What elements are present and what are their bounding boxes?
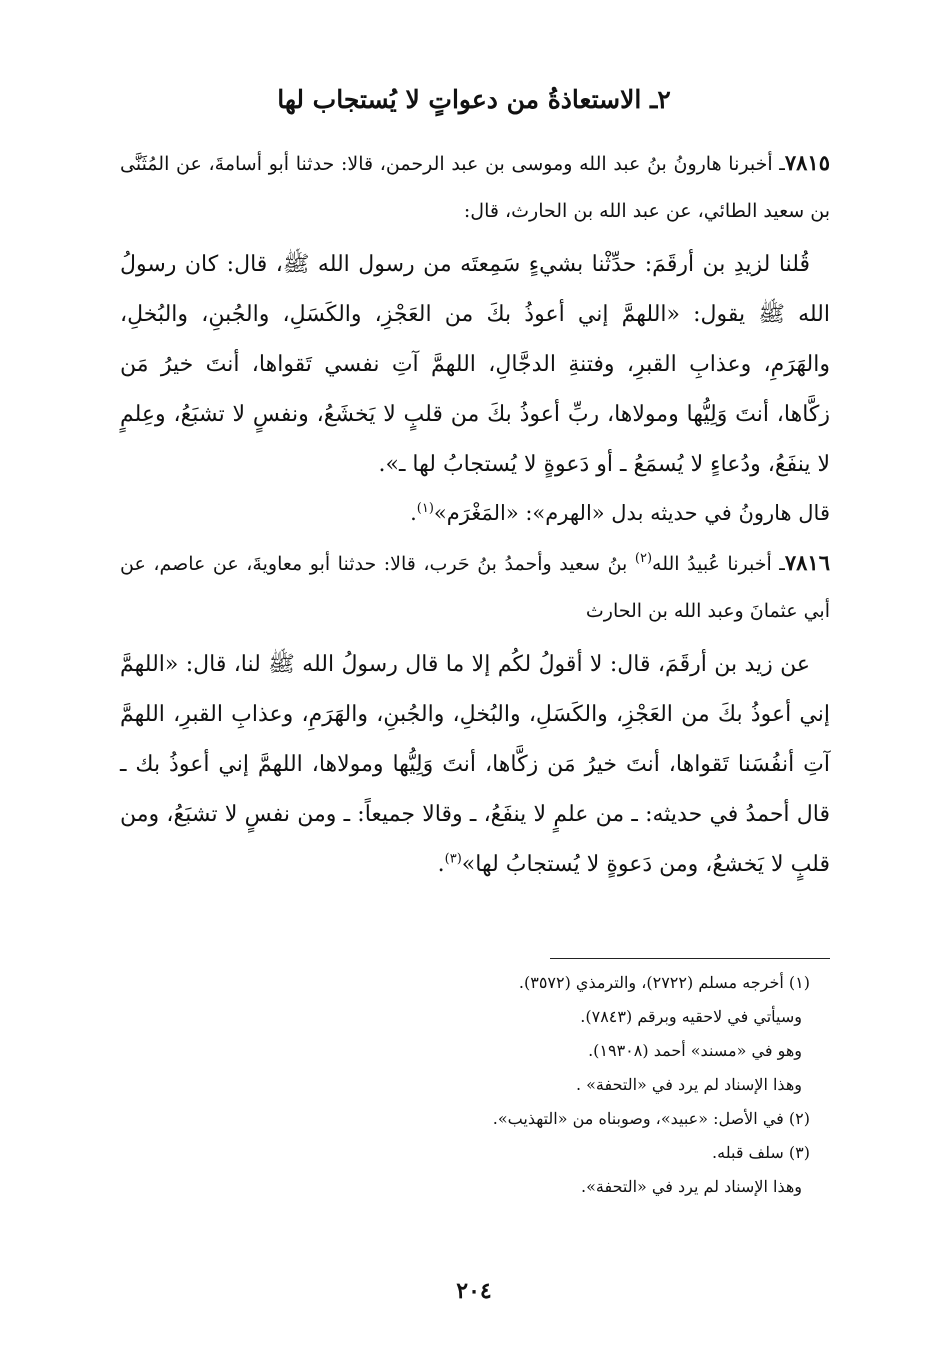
- hadith-7816-matn: [120, 640, 830, 890]
- footnote-1-line-2: وسيأتي في لاحقيه وبرقم (٧٨٤٣).: [580, 1007, 802, 1026]
- hadith-7816-isnad: [120, 540, 830, 634]
- narrator-note: قال هارونُ في حديثه بدل «الهرم»: «المَغْرَم»: [433, 501, 830, 525]
- footnote-ref-2[interactable]: (٢): [634, 551, 653, 566]
- footnotes: [120, 966, 810, 1204]
- hadith-isnad-text-2: بنُ سعيد وأحمدُ بنُ حَرب، قالا: حدثنا أبو معاويةَ، عن عاصم، عن أبي عثمانَ وعبد الله بن الحارث: [120, 553, 830, 622]
- footnote-ref-1[interactable]: (١): [416, 501, 434, 516]
- footnote-1-line-4: وهذا الإسناد لم يرد في «التحفة» .: [575, 1075, 802, 1094]
- footnote-2: (٢) في الأصل: «عبيد»، وصوبناه من «التهذيب».: [492, 1109, 810, 1128]
- footnote-ref-3[interactable]: (٣): [444, 851, 462, 867]
- note-end: .: [410, 501, 417, 525]
- footnote-3: (٣) سلف قبله.: [712, 1143, 810, 1162]
- hadith-number: ٧٨١٦: [784, 550, 830, 575]
- hadith-matn-text: قُلنا لزيدِ بن أرقَمَ: حدِّثْنا بشيءٍ سَمِعتَه من رسول الله ﷺ، قال: كان رسولُ الله ﷺ يقول: «اللهمَّ إني أعوذُ بكَ من العَجْزِ، والكَسَلِ، والجُبنِ، والبُخلِ، والهَرَمِ، وعذابِ القبرِ، وفتنةِ الدجَّالِ، اللهمَّ آتِ نفسي تَقواها، أنتَ خيرُ مَن زكَّاها، أنتَ وَلِيُّها ومولاها، ربِّ أعوذُ بكَ من قلبٍ لا يَخشَعُ، ونفسٍ لا تشبَعُ، وعِلمٍ لا ينفَعُ، ودُعاءٍ لا يُسمَعُ ـ أو دَعوةٍ لا يُستجابُ لها ـ».: [120, 252, 830, 477]
- chapter-heading: ٢ـ الاستعاذةُ من دعواتٍ لا يُستجاب لها: [277, 85, 671, 114]
- hadith-matn-text: عن زيد بن أرقَمَ، قال: لا أقولُ لكُم إلا ما قال رسولُ الله ﷺ لنا، قال: «اللهمَّ إني أعوذُ بكَ من العَجْزِ، والكَسَلِ، والبُخلِ، والجُبنِ، والهَرَمِ، وعذابِ القبرِ، اللهمَّ آتِ أنفُسَنا تَقواها، أنتَ خيرُ مَن زكَّاها، أنتَ وَلِيُّها ومولاها، اللهمَّ إني أعوذُ بك ـ قال أحمدُ في حديثه: ـ من علمٍ لا ينفَعُ، ـ وقالا جميعاً: ـ ومن نفسٍ لا تشبَعُ، ومن قلبٍ لا يَخشعُ، ومن دَعوةٍ لا يُستجابُ لها»: [120, 652, 830, 877]
- hadith-number: ٧٨١٥: [784, 150, 830, 175]
- main-text: [120, 140, 830, 890]
- footnote-1: (١) أخرجه مسلم (٢٧٢٢)، والترمذي (٣٥٧٢).: [518, 973, 810, 992]
- hadith-7815-isnad: [120, 140, 830, 234]
- hadith-7815-note: [120, 490, 830, 536]
- footnote-3-line-2: وهذا الإسناد لم يرد في «التحفة».: [581, 1177, 802, 1196]
- page-number: ٢٠٤: [456, 1278, 492, 1304]
- footnote-1-line-3: وهو في «مسند» أحمد (١٩٣٠٨).: [588, 1041, 802, 1060]
- matn-end: .: [437, 852, 445, 877]
- hadith-7815-matn: [120, 240, 830, 490]
- footnote-divider: [550, 958, 830, 959]
- hadith-isnad-text: ـ أخبرنا هارونُ بنُ عبد الله وموسى بن عبد الرحمن، قالا: حدثنا أبو أسامةَ، عن المُثَنَّى بن سعيد الطائي، عن عبد الله بن الحارث، قال:: [120, 153, 830, 222]
- hadith-isnad-text-1: ـ أخبرنا عُبيدُ الله: [652, 553, 785, 575]
